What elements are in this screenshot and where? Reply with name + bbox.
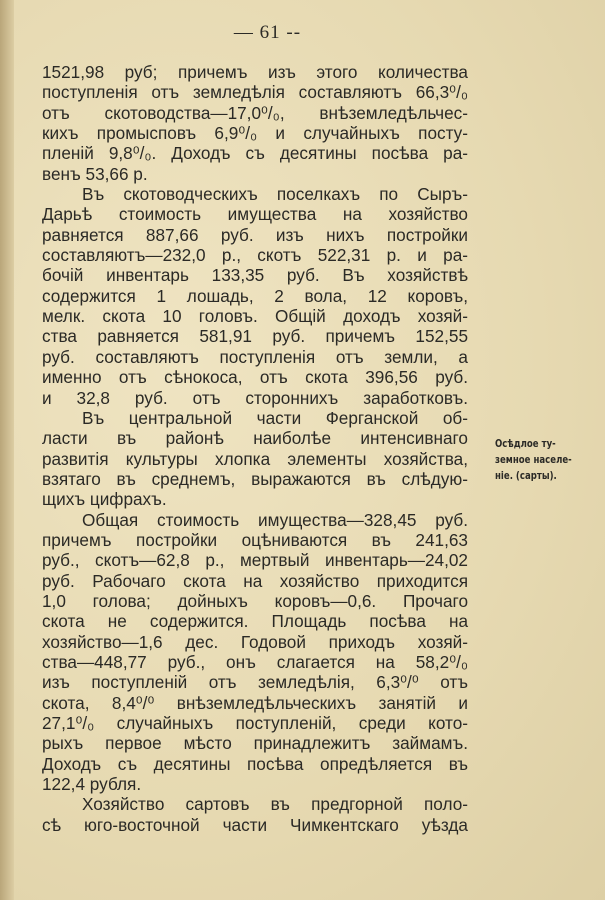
paragraph bbox=[42, 510, 468, 795]
text-line: пленій 9,8⁰/₀. Доходъ съ десятины посѣва ра- bbox=[42, 143, 468, 164]
text-line: руб. Рабочаго скота на хозяйство приходится bbox=[42, 570, 468, 591]
text-line: Дарьѣ стоимость имущества на хозяйство bbox=[42, 204, 468, 225]
text-line: руб. составляютъ поступленія отъ земли, а bbox=[42, 346, 468, 367]
text-line: Въ центральной части Ферганской об- bbox=[82, 407, 468, 428]
text-line: 1521,98 руб; причемъ изъ этого количества bbox=[42, 62, 468, 82]
margin-note-line: земное населе- bbox=[495, 453, 572, 466]
text-line: хозяйство—1,6 дес. Годовой приходъ хозяй- bbox=[42, 631, 468, 652]
text-line: Общая стоимость имущества—328,45 руб. bbox=[82, 509, 468, 530]
text-line: Хозяйство сартовъ въ предгорной поло- bbox=[82, 794, 468, 815]
text-line: сѣ юго-восточной части Чимкентскаго уѣзда bbox=[42, 814, 468, 835]
page-number: — 61 -- bbox=[233, 22, 302, 43]
text-line: кихъ промысповъ 6,9⁰/₀ и случайныхъ посту- bbox=[42, 123, 468, 144]
text-line: ства равняется 581,91 руб. причемъ 152,55 bbox=[42, 326, 468, 347]
text-line: скота, 8,4⁰/⁰ внѣземледѣльческихъ занятій и bbox=[42, 692, 468, 713]
text-line: развитія культуры хлопка элементы хозяйства, bbox=[42, 448, 468, 469]
text-line: 122,4 рубля. bbox=[42, 774, 142, 795]
text-line: скота не содержится. Площадь посѣва на bbox=[42, 611, 468, 632]
text-line: отъ скотоводства—17,0⁰/₀, внѣземледѣльчес- bbox=[42, 102, 468, 123]
text-line: равняется 887,66 руб. изъ нихъ постройки bbox=[42, 224, 468, 245]
text-line: щихъ цифрахъ. bbox=[42, 489, 167, 510]
text-line: причемъ постройки оцѣниваются въ 241,63 bbox=[42, 529, 468, 550]
text-line: ства—448,77 руб., онъ слагается на 58,2⁰/₀ bbox=[42, 651, 468, 672]
page-spine-shadow bbox=[0, 0, 14, 900]
body-text bbox=[42, 62, 468, 835]
paragraph bbox=[42, 184, 468, 408]
text-line: Доходъ съ десятины посѣва опредѣляется въ bbox=[42, 753, 468, 774]
paragraph bbox=[42, 408, 468, 510]
margin-note-line: ніе. (сарты). bbox=[495, 469, 557, 482]
text-line: изъ поступленій отъ земледѣлія, 6,3⁰/⁰ отъ bbox=[42, 672, 468, 693]
text-line: ласти въ районѣ наиболѣе интенсивнаго bbox=[42, 428, 468, 449]
text-line: и 32,8 руб. отъ стороннихъ заработковъ. bbox=[42, 387, 468, 408]
text-line: руб., скотъ—62,8 р., мертвый инвентарь—24,02 bbox=[42, 550, 468, 571]
text-line: бочій инвентарь 133,35 руб. Въ хозяйствѣ bbox=[42, 265, 468, 286]
text-line: Въ скотоводческихъ поселкахъ по Сыръ- bbox=[82, 184, 468, 205]
text-line: рыхъ первое мѣсто принадлежитъ займамъ. bbox=[42, 733, 468, 754]
text-line: именно отъ сѣнокоса, отъ скота 396,56 руб. bbox=[42, 367, 468, 388]
text-line: взятаго въ среднемъ, выражаются въ слѣдую- bbox=[42, 468, 468, 489]
paragraph bbox=[42, 62, 468, 184]
paragraph bbox=[42, 794, 468, 835]
text-line: 27,1⁰/₀ случайныхъ поступленій, среди кото- bbox=[42, 713, 468, 733]
text-line: поступленія отъ земледѣлія составляютъ 66,3⁰/₀ bbox=[42, 82, 468, 103]
margin-note bbox=[495, 436, 595, 484]
text-line: составляютъ—232,0 р., скотъ 522,31 р. и ра- bbox=[42, 245, 468, 266]
text-line: содержится 1 лошадь, 2 вола, 12 коровъ, bbox=[42, 285, 468, 306]
text-line: мелк. скота 10 головъ. Общій доходъ хозяй- bbox=[42, 306, 468, 327]
text-line: венъ 53,66 р. bbox=[42, 163, 148, 184]
margin-note-line: Осѣдлое ту- bbox=[495, 437, 556, 450]
text-line: 1,0 голова; дойныхъ коровъ—0,6. Прочаго bbox=[42, 590, 468, 611]
